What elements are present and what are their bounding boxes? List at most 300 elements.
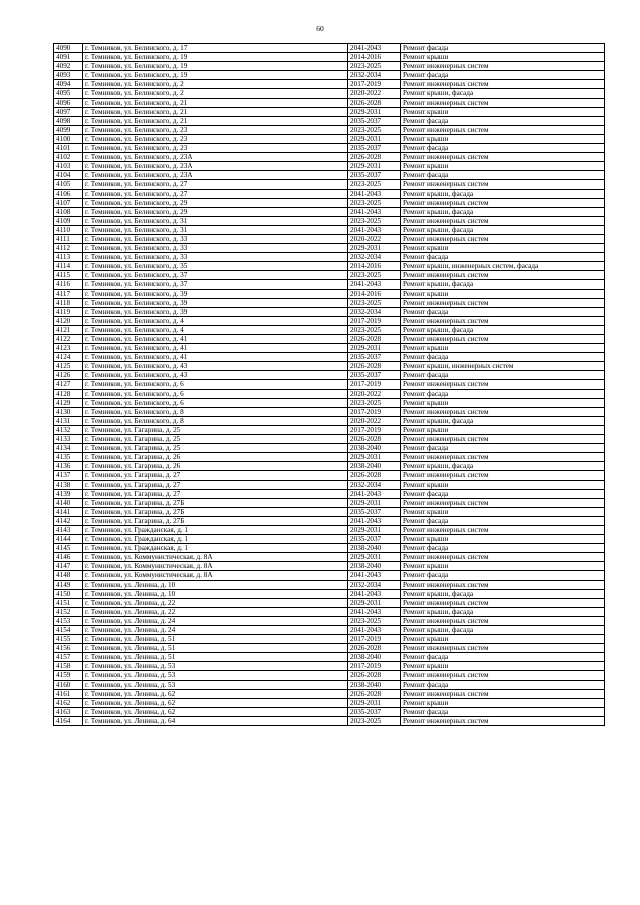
period-cell: 2020-2022 bbox=[348, 89, 401, 98]
table-row bbox=[54, 398, 605, 407]
row-number-cell: 4094 bbox=[54, 80, 83, 89]
period-cell: 2035-2037 bbox=[348, 507, 401, 516]
address-cell: г. Темников, ул. Белинского, д. 43 bbox=[83, 362, 348, 371]
table-row bbox=[54, 444, 605, 453]
period-cell: 2023-2025 bbox=[348, 180, 401, 189]
address-cell: г. Темников, ул. Белинского, д. 39 bbox=[83, 307, 348, 316]
period-cell: 2041-2043 bbox=[348, 189, 401, 198]
row-number-cell: 4150 bbox=[54, 589, 83, 598]
table-row bbox=[54, 198, 605, 207]
address-cell: г. Темников, ул. Белинского, д. 2 bbox=[83, 80, 348, 89]
period-cell: 2026-2028 bbox=[348, 471, 401, 480]
work-type-cell: Ремонт крыши, фасада bbox=[401, 89, 605, 98]
work-type-cell: Ремонт фасада bbox=[401, 707, 605, 716]
period-cell: 2020-2022 bbox=[348, 389, 401, 398]
work-type-cell: Ремонт фасада bbox=[401, 44, 605, 53]
table-row bbox=[54, 680, 605, 689]
period-cell: 2026-2028 bbox=[348, 153, 401, 162]
work-type-cell: Ремонт инженерных систем bbox=[401, 180, 605, 189]
address-cell: г. Темников, ул. Белинского, д. 31 bbox=[83, 216, 348, 225]
row-number-cell: 4120 bbox=[54, 316, 83, 325]
row-number-cell: 4157 bbox=[54, 653, 83, 662]
row-number-cell: 4154 bbox=[54, 626, 83, 635]
period-cell: 2014-2016 bbox=[348, 289, 401, 298]
work-type-cell: Ремонт крыши bbox=[401, 162, 605, 171]
table-row bbox=[54, 362, 605, 371]
work-type-cell: Ремонт крыши, инженерных систем bbox=[401, 362, 605, 371]
work-type-cell: Ремонт крыши bbox=[401, 107, 605, 116]
period-cell: 2029-2031 bbox=[348, 344, 401, 353]
address-cell: г. Темников, ул. Белинского, д. 29 bbox=[83, 207, 348, 216]
work-type-cell: Ремонт фасада bbox=[401, 680, 605, 689]
table-row bbox=[54, 80, 605, 89]
address-cell: г. Темников, ул. Гагарина, д. 27 bbox=[83, 471, 348, 480]
row-number-cell: 4101 bbox=[54, 144, 83, 153]
table-row bbox=[54, 71, 605, 80]
address-cell: г. Темников, ул. Гражданская, д. 1 bbox=[83, 544, 348, 553]
row-number-cell: 4137 bbox=[54, 471, 83, 480]
row-number-cell: 4123 bbox=[54, 344, 83, 353]
period-cell: 2017-2019 bbox=[348, 425, 401, 434]
work-type-cell: Ремонт крыши bbox=[401, 244, 605, 253]
address-cell: г. Темников, ул. Белинского, д. 23А bbox=[83, 153, 348, 162]
table-row bbox=[54, 234, 605, 243]
address-cell: г. Темников, ул. Белинского, д. 23 bbox=[83, 125, 348, 134]
work-type-cell: Ремонт инженерных систем bbox=[401, 216, 605, 225]
row-number-cell: 4114 bbox=[54, 262, 83, 271]
work-type-cell: Ремонт фасада bbox=[401, 171, 605, 180]
period-cell: 2029-2031 bbox=[348, 698, 401, 707]
table-row bbox=[54, 416, 605, 425]
period-cell: 2023-2025 bbox=[348, 271, 401, 280]
row-number-cell: 4132 bbox=[54, 425, 83, 434]
row-number-cell: 4100 bbox=[54, 134, 83, 143]
table-row bbox=[54, 525, 605, 534]
work-type-cell: Ремонт фасада bbox=[401, 389, 605, 398]
work-type-cell: Ремонт крыши, инженерных систем, фасада bbox=[401, 262, 605, 271]
period-cell: 2023-2025 bbox=[348, 325, 401, 334]
row-number-cell: 4125 bbox=[54, 362, 83, 371]
work-type-cell: Ремонт фасада bbox=[401, 371, 605, 380]
address-cell: г. Темников, ул. Белинского, д. 19 bbox=[83, 62, 348, 71]
work-type-cell: Ремонт крыши, фасада bbox=[401, 280, 605, 289]
row-number-cell: 4126 bbox=[54, 371, 83, 380]
row-number-cell: 4156 bbox=[54, 644, 83, 653]
work-type-cell: Ремонт инженерных систем bbox=[401, 335, 605, 344]
address-cell: г. Темников, ул. Гагарина, д. 27Б bbox=[83, 507, 348, 516]
work-type-cell: Ремонт фасада bbox=[401, 353, 605, 362]
table-row bbox=[54, 453, 605, 462]
table-row bbox=[54, 125, 605, 134]
address-cell: г. Темников, ул. Белинского, д. 17 bbox=[83, 44, 348, 53]
row-number-cell: 4158 bbox=[54, 662, 83, 671]
work-type-cell: Ремонт фасада bbox=[401, 489, 605, 498]
row-number-cell: 4116 bbox=[54, 280, 83, 289]
address-cell: г. Темников, ул. Гагарина, д. 27 bbox=[83, 489, 348, 498]
table-row bbox=[54, 335, 605, 344]
table-row bbox=[54, 325, 605, 334]
table-row bbox=[54, 89, 605, 98]
address-cell: г. Темников, ул. Гагарина, д. 25 bbox=[83, 444, 348, 453]
work-type-cell: Ремонт фасада bbox=[401, 571, 605, 580]
address-cell: г. Темников, ул. Гагарина, д. 25 bbox=[83, 435, 348, 444]
row-number-cell: 4147 bbox=[54, 562, 83, 571]
period-cell: 2041-2043 bbox=[348, 516, 401, 525]
table-row bbox=[54, 344, 605, 353]
address-cell: г. Темников, ул. Ленина, д. 62 bbox=[83, 689, 348, 698]
row-number-cell: 4118 bbox=[54, 298, 83, 307]
work-type-cell: Ремонт крыши bbox=[401, 398, 605, 407]
address-cell: г. Темников, ул. Гагарина, д. 27Б bbox=[83, 516, 348, 525]
table-row bbox=[54, 371, 605, 380]
address-cell: г. Темников, ул. Коммунистическая, д. 8А bbox=[83, 562, 348, 571]
address-cell: г. Темников, ул. Белинского, д. 19 bbox=[83, 71, 348, 80]
row-number-cell: 4106 bbox=[54, 189, 83, 198]
work-type-cell: Ремонт инженерных систем bbox=[401, 271, 605, 280]
work-type-cell: Ремонт фасада bbox=[401, 544, 605, 553]
address-cell: г. Темников, ул. Гагарина, д. 26 bbox=[83, 462, 348, 471]
row-number-cell: 4152 bbox=[54, 607, 83, 616]
period-cell: 2026-2028 bbox=[348, 98, 401, 107]
row-number-cell: 4108 bbox=[54, 207, 83, 216]
period-cell: 2029-2031 bbox=[348, 598, 401, 607]
row-number-cell: 4098 bbox=[54, 116, 83, 125]
row-number-cell: 4127 bbox=[54, 380, 83, 389]
address-cell: г. Темников, ул. Белинского, д. 27 bbox=[83, 180, 348, 189]
work-type-cell: Ремонт крыши, фасада bbox=[401, 626, 605, 635]
row-number-cell: 4162 bbox=[54, 698, 83, 707]
work-type-cell: Ремонт инженерных систем bbox=[401, 553, 605, 562]
period-cell: 2023-2025 bbox=[348, 216, 401, 225]
table-row bbox=[54, 189, 605, 198]
period-cell: 2029-2031 bbox=[348, 498, 401, 507]
table-row bbox=[54, 535, 605, 544]
period-cell: 2029-2031 bbox=[348, 134, 401, 143]
address-cell: г. Темников, ул. Гагарина, д. 27Б bbox=[83, 498, 348, 507]
address-cell: г. Темников, ул. Ленина, д. 53 bbox=[83, 671, 348, 680]
row-number-cell: 4135 bbox=[54, 453, 83, 462]
work-type-cell: Ремонт крыши bbox=[401, 344, 605, 353]
address-cell: г. Темников, ул. Ленина, д. 51 bbox=[83, 644, 348, 653]
row-number-cell: 4099 bbox=[54, 125, 83, 134]
work-type-cell: Ремонт инженерных систем bbox=[401, 234, 605, 243]
address-cell: г. Темников, ул. Ленина, д. 62 bbox=[83, 707, 348, 716]
address-cell: г. Темников, ул. Коммунистическая, д. 8А bbox=[83, 553, 348, 562]
work-type-cell: Ремонт крыши bbox=[401, 480, 605, 489]
work-type-cell: Ремонт крыши, фасада bbox=[401, 325, 605, 334]
work-type-cell: Ремонт инженерных систем bbox=[401, 598, 605, 607]
work-type-cell: Ремонт инженерных систем bbox=[401, 525, 605, 534]
row-number-cell: 4145 bbox=[54, 544, 83, 553]
work-type-cell: Ремонт инженерных систем bbox=[401, 198, 605, 207]
row-number-cell: 4139 bbox=[54, 489, 83, 498]
address-cell: г. Темников, ул. Белинского, д. 41 bbox=[83, 335, 348, 344]
work-type-cell: Ремонт инженерных систем bbox=[401, 62, 605, 71]
address-cell: г. Темников, ул. Белинского, д. 23 bbox=[83, 144, 348, 153]
address-cell: г. Темников, ул. Ленина, д. 53 bbox=[83, 662, 348, 671]
address-cell: г. Темников, ул. Белинского, д. 4 bbox=[83, 325, 348, 334]
row-number-cell: 4148 bbox=[54, 571, 83, 580]
work-type-cell: Ремонт инженерных систем bbox=[401, 689, 605, 698]
table-row bbox=[54, 244, 605, 253]
period-cell: 2023-2025 bbox=[348, 298, 401, 307]
table-row bbox=[54, 162, 605, 171]
period-cell: 2023-2025 bbox=[348, 616, 401, 625]
row-number-cell: 4134 bbox=[54, 444, 83, 453]
work-type-cell: Ремонт крыши bbox=[401, 507, 605, 516]
row-number-cell: 4155 bbox=[54, 635, 83, 644]
table-row bbox=[54, 425, 605, 434]
table-row bbox=[54, 598, 605, 607]
table-row bbox=[54, 207, 605, 216]
row-number-cell: 4102 bbox=[54, 153, 83, 162]
table-row bbox=[54, 216, 605, 225]
period-cell: 2038-2040 bbox=[348, 544, 401, 553]
work-type-cell: Ремонт крыши, фасада bbox=[401, 589, 605, 598]
table-row bbox=[54, 171, 605, 180]
table-row bbox=[54, 689, 605, 698]
table-row bbox=[54, 144, 605, 153]
period-cell: 2041-2043 bbox=[348, 626, 401, 635]
work-type-cell: Ремонт крыши bbox=[401, 698, 605, 707]
period-cell: 2029-2031 bbox=[348, 107, 401, 116]
work-type-cell: Ремонт инженерных систем bbox=[401, 316, 605, 325]
row-number-cell: 4151 bbox=[54, 598, 83, 607]
work-type-cell: Ремонт фасада bbox=[401, 307, 605, 316]
table-row bbox=[54, 153, 605, 162]
table-row bbox=[54, 616, 605, 625]
row-number-cell: 4144 bbox=[54, 535, 83, 544]
period-cell: 2041-2043 bbox=[348, 589, 401, 598]
period-cell: 2041-2043 bbox=[348, 207, 401, 216]
row-number-cell: 4091 bbox=[54, 53, 83, 62]
period-cell: 2041-2043 bbox=[348, 44, 401, 53]
work-type-cell: Ремонт крыши bbox=[401, 535, 605, 544]
work-type-cell: Ремонт крыши bbox=[401, 562, 605, 571]
period-cell: 2017-2019 bbox=[348, 316, 401, 325]
address-cell: г. Темников, ул. Белинского, д. 39 bbox=[83, 298, 348, 307]
period-cell: 2026-2028 bbox=[348, 689, 401, 698]
work-type-cell: Ремонт инженерных систем bbox=[401, 153, 605, 162]
table-body bbox=[54, 44, 605, 726]
table-row bbox=[54, 607, 605, 616]
row-number-cell: 4105 bbox=[54, 180, 83, 189]
table-row bbox=[54, 671, 605, 680]
period-cell: 2029-2031 bbox=[348, 162, 401, 171]
address-cell: г. Темников, ул. Ленина, д. 10 bbox=[83, 589, 348, 598]
address-cell: г. Темников, ул. Белинского, д. 21 bbox=[83, 116, 348, 125]
period-cell: 2026-2028 bbox=[348, 671, 401, 680]
address-cell: г. Темников, ул. Коммунистическая, д. 8А bbox=[83, 571, 348, 580]
address-cell: г. Темников, ул. Белинского, д. 33 bbox=[83, 234, 348, 243]
table-row bbox=[54, 489, 605, 498]
row-number-cell: 4115 bbox=[54, 271, 83, 280]
row-number-cell: 4138 bbox=[54, 480, 83, 489]
period-cell: 2017-2019 bbox=[348, 380, 401, 389]
address-cell: г. Темников, ул. Белинского, д. 39 bbox=[83, 289, 348, 298]
address-cell: г. Темников, ул. Ленина, д. 51 bbox=[83, 635, 348, 644]
period-cell: 2026-2028 bbox=[348, 435, 401, 444]
table-row bbox=[54, 280, 605, 289]
address-cell: г. Темников, ул. Ленина, д. 24 bbox=[83, 616, 348, 625]
address-cell: г. Темников, ул. Белинского, д. 23А bbox=[83, 162, 348, 171]
period-cell: 2038-2040 bbox=[348, 680, 401, 689]
period-cell: 2041-2043 bbox=[348, 607, 401, 616]
period-cell: 2032-2034 bbox=[348, 307, 401, 316]
work-type-cell: Ремонт крыши bbox=[401, 134, 605, 143]
row-number-cell: 4107 bbox=[54, 198, 83, 207]
table-row bbox=[54, 480, 605, 489]
row-number-cell: 4130 bbox=[54, 407, 83, 416]
address-cell: г. Темников, ул. Белинского, д. 23А bbox=[83, 171, 348, 180]
address-cell: г. Темников, ул. Ленина, д. 24 bbox=[83, 626, 348, 635]
period-cell: 2020-2022 bbox=[348, 234, 401, 243]
work-type-cell: Ремонт крыши bbox=[401, 289, 605, 298]
period-cell: 2038-2040 bbox=[348, 562, 401, 571]
row-number-cell: 4096 bbox=[54, 98, 83, 107]
address-cell: г. Темников, ул. Белинского, д. 27 bbox=[83, 189, 348, 198]
work-type-cell: Ремонт инженерных систем bbox=[401, 98, 605, 107]
row-number-cell: 4097 bbox=[54, 107, 83, 116]
table-row bbox=[54, 289, 605, 298]
address-cell: г. Темников, ул. Ленина, д. 53 bbox=[83, 680, 348, 689]
table-row bbox=[54, 544, 605, 553]
address-cell: г. Темников, ул. Белинского, д. 6 bbox=[83, 389, 348, 398]
work-type-cell: Ремонт фасада bbox=[401, 71, 605, 80]
period-cell: 2032-2034 bbox=[348, 253, 401, 262]
table-row bbox=[54, 653, 605, 662]
row-number-cell: 4149 bbox=[54, 580, 83, 589]
work-type-cell: Ремонт крыши, фасада bbox=[401, 225, 605, 234]
table-row bbox=[54, 516, 605, 525]
table-row bbox=[54, 462, 605, 471]
work-type-cell: Ремонт инженерных систем bbox=[401, 435, 605, 444]
period-cell: 2023-2025 bbox=[348, 198, 401, 207]
period-cell: 2041-2043 bbox=[348, 225, 401, 234]
table-row bbox=[54, 225, 605, 234]
work-type-cell: Ремонт крыши, фасада bbox=[401, 607, 605, 616]
row-number-cell: 4113 bbox=[54, 253, 83, 262]
table-row bbox=[54, 716, 605, 725]
period-cell: 2035-2037 bbox=[348, 353, 401, 362]
row-number-cell: 4161 bbox=[54, 689, 83, 698]
row-number-cell: 4119 bbox=[54, 307, 83, 316]
table-row bbox=[54, 707, 605, 716]
work-type-cell: Ремонт инженерных систем bbox=[401, 580, 605, 589]
row-number-cell: 4122 bbox=[54, 335, 83, 344]
work-type-cell: Ремонт крыши bbox=[401, 635, 605, 644]
work-type-cell: Ремонт крыши, фасада bbox=[401, 189, 605, 198]
work-type-cell: Ремонт крыши bbox=[401, 425, 605, 434]
address-cell: г. Темников, ул. Белинского, д. 37 bbox=[83, 280, 348, 289]
row-number-cell: 4164 bbox=[54, 716, 83, 725]
work-type-cell: Ремонт крыши, фасада bbox=[401, 462, 605, 471]
work-type-cell: Ремонт фасада bbox=[401, 444, 605, 453]
row-number-cell: 4140 bbox=[54, 498, 83, 507]
work-type-cell: Ремонт фасада bbox=[401, 144, 605, 153]
table-row bbox=[54, 307, 605, 316]
address-cell: г. Темников, ул. Белинского, д. 19 bbox=[83, 53, 348, 62]
work-type-cell: Ремонт инженерных систем bbox=[401, 380, 605, 389]
period-cell: 2017-2019 bbox=[348, 407, 401, 416]
period-cell: 2023-2025 bbox=[348, 62, 401, 71]
table-row bbox=[54, 271, 605, 280]
address-cell: г. Темников, ул. Белинского, д. 21 bbox=[83, 98, 348, 107]
row-number-cell: 4160 bbox=[54, 680, 83, 689]
work-type-cell: Ремонт крыши, фасада bbox=[401, 416, 605, 425]
period-cell: 2035-2037 bbox=[348, 535, 401, 544]
table-row bbox=[54, 498, 605, 507]
work-type-cell: Ремонт инженерных систем bbox=[401, 471, 605, 480]
period-cell: 2035-2037 bbox=[348, 144, 401, 153]
address-cell: г. Темников, ул. Белинского, д. 6 bbox=[83, 380, 348, 389]
table-row bbox=[54, 662, 605, 671]
address-cell: г. Темников, ул. Белинского, д. 21 bbox=[83, 107, 348, 116]
row-number-cell: 4141 bbox=[54, 507, 83, 516]
period-cell: 2035-2037 bbox=[348, 171, 401, 180]
table-row bbox=[54, 644, 605, 653]
period-cell: 2023-2025 bbox=[348, 125, 401, 134]
table-row bbox=[54, 380, 605, 389]
address-cell: г. Темников, ул. Гагарина, д. 27 bbox=[83, 480, 348, 489]
table-row bbox=[54, 134, 605, 143]
period-cell: 2023-2025 bbox=[348, 398, 401, 407]
table-row bbox=[54, 580, 605, 589]
period-cell: 2026-2028 bbox=[348, 362, 401, 371]
row-number-cell: 4159 bbox=[54, 671, 83, 680]
address-cell: г. Темников, ул. Белинского, д. 23 bbox=[83, 134, 348, 143]
address-cell: г. Темников, ул. Гражданская, д. 1 bbox=[83, 535, 348, 544]
period-cell: 2029-2031 bbox=[348, 553, 401, 562]
row-number-cell: 4129 bbox=[54, 398, 83, 407]
address-cell: г. Темников, ул. Ленина, д. 64 bbox=[83, 716, 348, 725]
work-type-cell: Ремонт инженерных систем bbox=[401, 407, 605, 416]
table-row bbox=[54, 589, 605, 598]
table-row bbox=[54, 407, 605, 416]
address-cell: г. Темников, ул. Ленина, д. 51 bbox=[83, 653, 348, 662]
period-cell: 2014-2016 bbox=[348, 262, 401, 271]
table-row bbox=[54, 53, 605, 62]
table-row bbox=[54, 435, 605, 444]
period-cell: 2041-2043 bbox=[348, 280, 401, 289]
period-cell: 2017-2019 bbox=[348, 662, 401, 671]
address-cell: г. Темников, ул. Гагарина, д. 25 bbox=[83, 425, 348, 434]
table-row bbox=[54, 389, 605, 398]
period-cell: 2041-2043 bbox=[348, 571, 401, 580]
table-row bbox=[54, 116, 605, 125]
work-type-cell: Ремонт инженерных систем bbox=[401, 453, 605, 462]
row-number-cell: 4111 bbox=[54, 234, 83, 243]
work-type-cell: Ремонт инженерных систем bbox=[401, 498, 605, 507]
table-row bbox=[54, 62, 605, 71]
period-cell: 2020-2022 bbox=[348, 416, 401, 425]
address-cell: г. Темников, ул. Белинского, д. 41 bbox=[83, 353, 348, 362]
work-type-cell: Ремонт инженерных систем bbox=[401, 716, 605, 725]
table-row bbox=[54, 562, 605, 571]
address-cell: г. Темников, ул. Белинского, д. 43 bbox=[83, 371, 348, 380]
address-cell: г. Темников, ул. Ленина, д. 22 bbox=[83, 607, 348, 616]
address-cell: г. Темников, ул. Белинского, д. 33 bbox=[83, 253, 348, 262]
table-row bbox=[54, 635, 605, 644]
row-number-cell: 4142 bbox=[54, 516, 83, 525]
address-cell: г. Темников, ул. Гражданская, д. 1 bbox=[83, 525, 348, 534]
row-number-cell: 4103 bbox=[54, 162, 83, 171]
table-row bbox=[54, 253, 605, 262]
row-number-cell: 4090 bbox=[54, 44, 83, 53]
row-number-cell: 4146 bbox=[54, 553, 83, 562]
table-row bbox=[54, 353, 605, 362]
address-cell: г. Темников, ул. Белинского, д. 29 bbox=[83, 198, 348, 207]
